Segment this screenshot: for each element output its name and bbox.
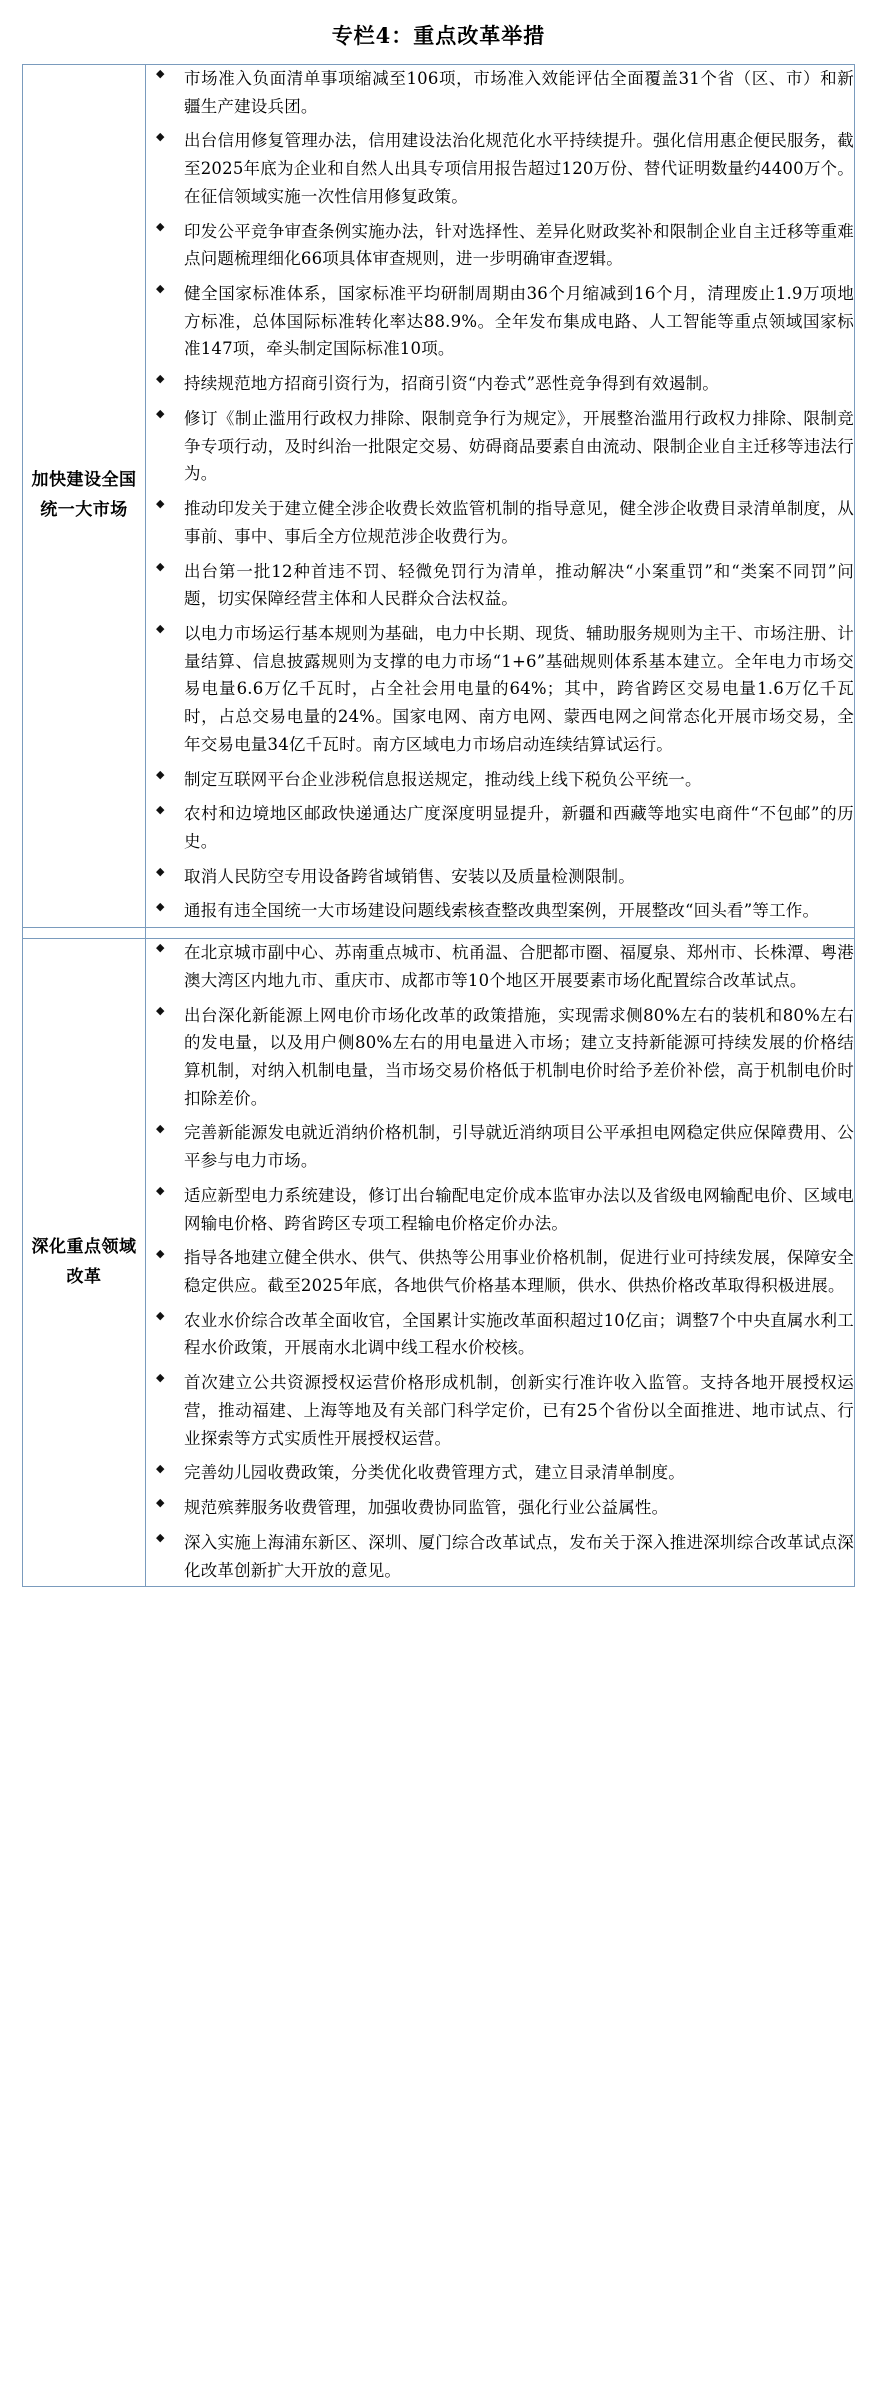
diamond-bullet-icon: ◆	[156, 1121, 165, 1135]
list-item-text: 印发公平竞争审查条例实施办法，针对选择性、差异化财政奖补和限制企业自主迁移等重难点问题梳理细化66项具体审查规则，进一步明确审查逻辑。	[184, 221, 854, 269]
list-item	[146, 218, 854, 273]
list-item	[146, 863, 854, 891]
diamond-bullet-icon: ◆	[156, 497, 165, 511]
diamond-bullet-icon: ◆	[156, 1309, 165, 1323]
list-item-text: 通报有违全国统一大市场建设问题线索核查整改典型案例，开展整改“回头看”等工作。	[184, 901, 820, 921]
list-item	[146, 558, 854, 613]
diamond-bullet-icon: ◆	[156, 1246, 165, 1260]
list-item	[146, 280, 854, 363]
list-item	[146, 1182, 854, 1237]
list-item-text: 取消人民防空专用设备跨省域销售、安装以及质量检测限制。	[184, 866, 635, 886]
list-item-text: 推动印发关于建立健全涉企收费长效监管机制的指导意见，健全涉企收费目录清单制度，从事前、事中、事后全方位规范涉企收费行为。	[184, 499, 854, 546]
list-item	[146, 897, 854, 925]
row-content-key-areas-reform	[146, 939, 855, 1587]
diamond-bullet-icon: ◆	[156, 1531, 165, 1545]
measure-list	[146, 65, 854, 925]
diamond-bullet-icon: ◆	[156, 767, 165, 781]
list-item-text: 出台第一批12种首违不罚、轻微免罚行为清单，推动解决“小案重罚”和“类案不同罚”问题，切实保障经营主体和人民群众合法权益。	[184, 561, 854, 609]
list-item-text: 指导各地建立健全供水、供气、供热等公用事业价格机制，促进行业可持续发展，保障安全稳定供应。截至2025年底，各地供气价格基本理顺，供水、供热价格改革取得积极进展。	[184, 1248, 854, 1296]
list-item-text: 持续规范地方招商引资行为，招商引资“内卷式”恶性竞争得到有效遏制。	[184, 374, 719, 394]
list-item	[146, 1307, 854, 1362]
diamond-bullet-icon: ◆	[156, 941, 165, 955]
list-item-text: 市场准入负面清单事项缩减至106项，市场准入效能评估全面覆盖31个省（区、市）和新疆生产建设兵团。	[184, 69, 854, 116]
list-item	[146, 370, 854, 398]
list-item-text: 首次建立公共资源授权运营价格形成机制，创新实行准许收入监管。支持各地开展授权运营，推动福建、上海等地及有关部门科学定价，已有25个省份以全面推进、地市试点、行业探索等方式实质性开展授权运营。	[184, 1373, 854, 1448]
list-item-text: 以电力市场运行基本规则为基础，电力中长期、现货、辅助服务规则为主干、市场注册、计量结算、信息披露规则为支撑的电力市场“1+6”基础规则体系基本建立。全年电力市场交易电量6.6万亿千瓦时，占全社会用电量的64%；其中，跨省跨区交易电量1.6万亿千瓦时，占总交易电量的24%。国家电网、南方电网、蒙西电网之间常态化开展市场交易，全年交易电量34亿千瓦时。南方区域电力市场启动连续结算试运行。	[184, 623, 854, 754]
diamond-bullet-icon: ◆	[156, 899, 165, 913]
table-body	[23, 65, 855, 1587]
list-item	[146, 620, 854, 759]
list-item	[146, 495, 854, 550]
measure-list	[146, 939, 854, 1584]
diamond-bullet-icon: ◆	[156, 1496, 165, 1510]
list-item-text: 深入实施上海浦东新区、深圳、厦门综合改革试点，发布关于深入推进深圳综合改革试点深化改革创新扩大开放的意见。	[184, 1532, 854, 1580]
list-item	[146, 127, 854, 210]
page-title: 专栏4：重点改革举措	[331, 23, 546, 48]
list-item	[146, 405, 854, 488]
list-item-text: 出台信用修复管理办法，信用建设法治化规范化水平持续提升。强化信用惠企便民服务，截至2025年底为企业和自然人出具专项信用报告超过120万份、替代证明数量约4400万个。在征信领域实施一次性信用修复政策。	[184, 131, 854, 206]
list-item	[146, 65, 854, 120]
diamond-bullet-icon: ◆	[156, 372, 165, 386]
row-content-unified-market	[146, 65, 855, 928]
diamond-bullet-icon: ◆	[156, 1371, 165, 1385]
list-item	[146, 1119, 854, 1174]
diamond-bullet-icon: ◆	[156, 1003, 165, 1017]
diamond-bullet-icon: ◆	[156, 622, 165, 636]
diamond-bullet-icon: ◆	[156, 219, 165, 233]
list-item	[146, 1459, 854, 1487]
list-item-text: 出台深化新能源上网电价市场化改革的政策措施，实现需求侧80%左右的装机和80%左右的发电量，以及用户侧80%左右的用电量进入市场；建立支持新能源可持续发展的价格结算机制，对纳入机制电量，当市场交易价格低于机制电价时给予差价补偿，高于机制电价时扣除差价。	[184, 1005, 854, 1108]
list-item-text: 适应新型电力系统建设，修订出台输配电定价成本监审办法以及省级电网输配电价、区域电网输电价格、跨省跨区专项工程输电价格定价办法。	[184, 1185, 854, 1233]
list-item	[146, 1244, 854, 1299]
table-row-spacer	[23, 928, 855, 939]
list-item-text: 规范殡葬服务收费管理，加强收费协同监管，强化行业公益属性。	[184, 1498, 669, 1518]
table-row	[23, 65, 855, 928]
diamond-bullet-icon: ◆	[156, 67, 165, 81]
list-item-text: 健全国家标准体系，国家标准平均研制周期由36个月缩减到16个月，清理废止1.9万项地方标准，总体国际标准转化率达88.9%。全年发布集成电路、人工智能等重点领域国家标准147项，牵头制定国际标准10项。	[184, 284, 854, 359]
list-item	[146, 766, 854, 794]
list-item-text: 制定互联网平台企业涉税信息报送规定，推动线上线下税负公平统一。	[184, 769, 702, 789]
row-label-key-areas-reform: 深化重点领域改革	[23, 939, 146, 1587]
list-item	[146, 1002, 854, 1113]
list-item-text: 农村和边境地区邮政快递通达广度深度明显提升，新疆和西藏等地实电商件“不包邮”的历史。	[184, 804, 854, 851]
diamond-bullet-icon: ◆	[156, 129, 165, 143]
list-item-text: 完善新能源发电就近消纳价格机制，引导就近消纳项目公平承担电网稳定供应保障费用、公平参与电力市场。	[184, 1123, 854, 1171]
spacer-cell-right	[146, 928, 855, 939]
table-row	[23, 939, 855, 1587]
list-item-text: 在北京城市副中心、苏南重点城市、杭甬温、合肥都市圈、福厦泉、郑州市、长株潭、粤港澳大湾区内地九市、重庆市、成都市等10个地区开展要素市场化配置综合改革试点。	[184, 943, 854, 990]
list-item	[146, 1529, 854, 1584]
list-item	[146, 800, 854, 855]
row-label-unified-market: 加快建设全国统一大市场	[23, 65, 146, 928]
list-item-text: 完善幼儿园收费政策，分类优化收费管理方式，建立目录清单制度。	[184, 1463, 685, 1483]
diamond-bullet-icon: ◆	[156, 282, 165, 296]
spacer-cell-left	[23, 928, 146, 939]
diamond-bullet-icon: ◆	[156, 559, 165, 573]
list-item-text: 农业水价综合改革全面收官，全国累计实施改革面积超过10亿亩；调整7个中央直属水利工程水价政策，开展南水北调中线工程水价校核。	[184, 1310, 854, 1358]
list-item-text: 修订《制止滥用行政权力排除、限制竞争行为规定》，开展整治滥用行政权力排除、限制竞争专项行动，及时纠治一批限定交易、妨碍商品要素自由流动、限制企业自主迁移等违法行为。	[184, 408, 854, 484]
list-item	[146, 939, 854, 994]
list-item	[146, 1369, 854, 1452]
reform-measures-table	[22, 64, 855, 1587]
diamond-bullet-icon: ◆	[156, 864, 165, 878]
list-item	[146, 1494, 854, 1522]
diamond-bullet-icon: ◆	[156, 1461, 165, 1475]
diamond-bullet-icon: ◆	[156, 802, 165, 816]
diamond-bullet-icon: ◆	[156, 1184, 165, 1198]
diamond-bullet-icon: ◆	[156, 407, 165, 421]
